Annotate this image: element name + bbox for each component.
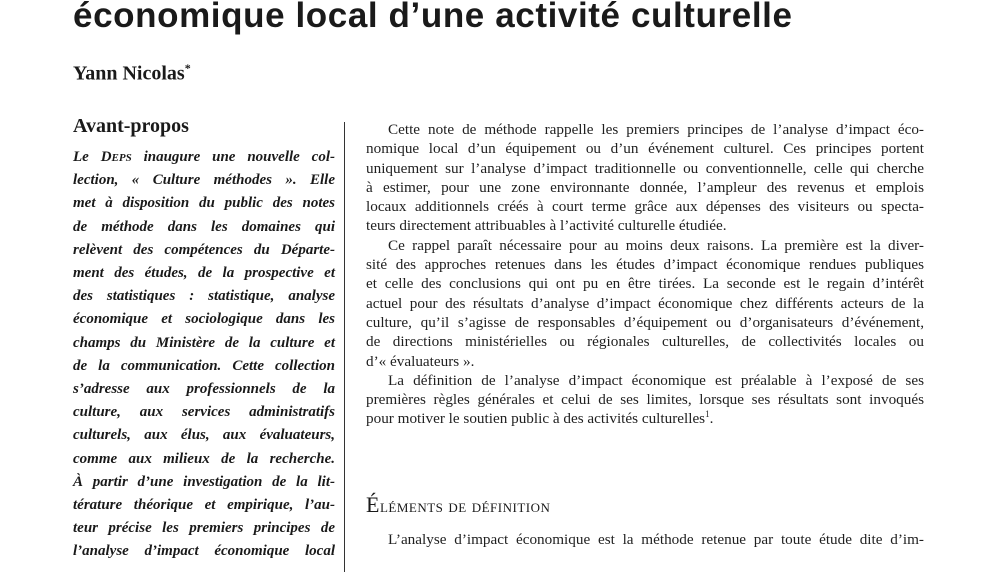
foreword-line: économique et sociologique dans les (73, 311, 335, 328)
body-line: de directions ministérielles ou régionales culturelles, de collectivités locales ou (366, 333, 924, 351)
foreword-line: térature théorique et empirique, l’au- (73, 497, 335, 514)
foreword-line: de la communication. Cette collection (73, 357, 335, 374)
body-line: actuel pour des résultats d’analyse d’impact économique chez différents acteurs de la (366, 294, 924, 312)
foreword-line: lection, « Culture méthodes ». Elle (73, 172, 335, 189)
foreword-line: champs du Ministère de la culture et (73, 334, 335, 351)
section-heading (366, 490, 924, 521)
section-body (366, 530, 924, 549)
body-line: teurs directement attribuables à l’activité culturelle étudiée. (366, 217, 727, 235)
foreword-line: des statistiques : statistique, analyse (73, 288, 335, 305)
intro-paragraph-3 (366, 371, 924, 429)
foreword-sidebar (73, 112, 335, 564)
footnote-marker: 1 (705, 409, 710, 420)
body-line: pour motiver le soutien public à des activités culturelles$^1$. (366, 409, 714, 428)
body-line: nomique local d’un équipement ou d’un événement culturel. Ces principes portent (366, 140, 924, 158)
foreword-line: comme aux milieux de la recherche. (73, 450, 335, 467)
foreword-line: s’adresse aux professionnels de la (73, 381, 335, 398)
document-title: économique local d’une activité culturelle (73, 0, 793, 35)
body-line: d’« évaluateurs ». (366, 352, 475, 370)
body-line: culture, qu’il s’agisse de responsables d’équipement ou d’organisateurs d’événement, (366, 313, 924, 331)
body-line: uniquement sur l’analyse d’impact traditionnelle ou conventionnelle, celle qui cherche (366, 159, 924, 177)
body-line: Ce rappel paraît nécessaire pour au moins deux raisons. La première est la diver- (388, 236, 924, 254)
foreword-heading: Avant-propos (73, 115, 189, 137)
body-line: et celle des conclusions qui ont pu en être tirées. La seconde est le regain d’intérêt (366, 275, 924, 293)
body-line: à estimer, pour une zone environnante donnée, l’ampleur des revenus et emplois (366, 178, 924, 196)
intro-paragraph-1 (366, 120, 924, 236)
section-heading-initial: É (366, 492, 380, 517)
author-line (73, 55, 191, 87)
foreword-line: ment des études, de la prospective et (73, 265, 335, 282)
foreword-line: teur précise les premiers principes de (73, 520, 335, 537)
foreword-line: met à disposition du public des notes (73, 195, 335, 212)
intro-paragraph-2 (366, 236, 924, 371)
foreword-line: de méthode dans les domaines qui (73, 218, 335, 235)
deps-acronym: Deps (100, 149, 132, 165)
column-divider (344, 122, 345, 572)
foreword-line: relèvent des compétences du Départe- (73, 241, 335, 258)
author-name: Yann Nicolas (73, 62, 185, 85)
main-column (366, 120, 924, 429)
foreword-line: À partir d’une investigation de la lit- (73, 473, 335, 490)
foreword-text (73, 146, 335, 564)
body-line: La définition de l’analyse d’impact économique est préalable à l’exposé de ses (388, 371, 924, 389)
author-footnote-marker: * (184, 61, 191, 75)
body-line: premières règles générales et celui de ses limites, lorsque ses résultats sont invoqués (366, 391, 924, 409)
foreword-line: Le Deps inaugure une nouvelle col- (73, 149, 335, 165)
body-line: locaux additionnels créés à court terme grâce aux dépenses des visiteurs ou specta- (366, 198, 924, 216)
body-line: L’analyse d’impact économique est la méthode retenue par toute étude dite d’im- (388, 531, 924, 548)
foreword-line: culture, aux services administratifs (73, 404, 335, 421)
foreword-line: l’analyse d’impact économique local (73, 543, 335, 560)
section-heading-rest: léments de définition (379, 496, 551, 516)
body-line: Cette note de méthode rappelle les premiers principes de l’analyse d’impact éco- (388, 121, 924, 138)
foreword-line: culturels, aux élus, aux évaluateurs, (73, 427, 335, 444)
body-line: sité des approches retenues dans les études d’impact économique rendues publiques (366, 256, 924, 274)
